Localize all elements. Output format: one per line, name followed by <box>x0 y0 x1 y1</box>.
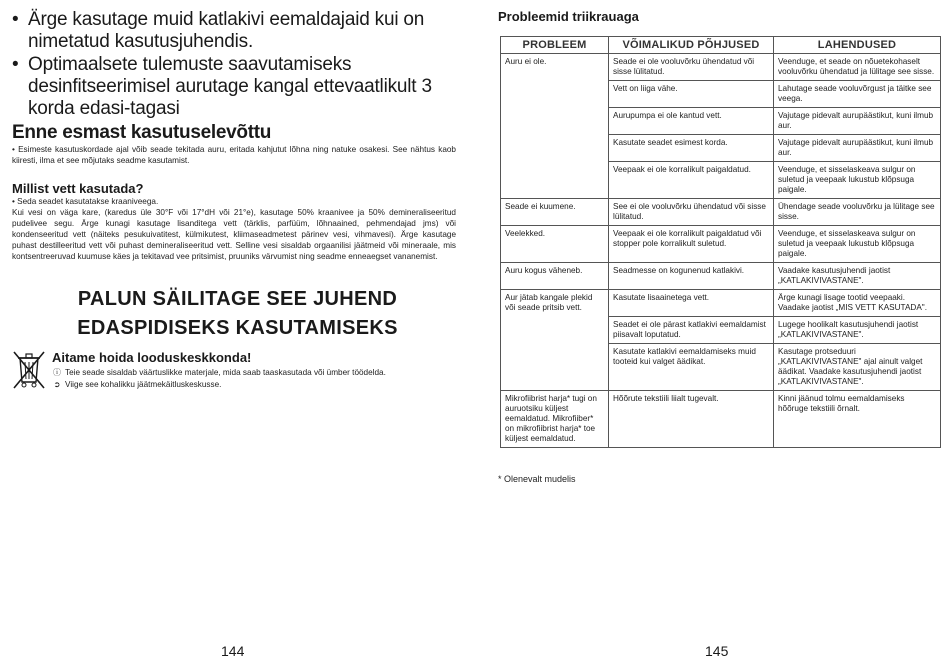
table-row <box>501 290 941 317</box>
solution-cell: Veenduge, et seade on nõuetekohaselt vooluvõrku ühendatud ja lülitage see sisse. <box>774 54 941 81</box>
eco-action-text: Viige see kohalikku jäätmekäitluskeskusse. <box>65 380 222 389</box>
problem-cell: Aur jätab kangale plekid või seade pritsib vett. <box>501 290 609 391</box>
problem-cell: Mikrofiibrist harja* tugi on auruotsiku küljest eemaldatud. Mikrofiiber* on mikrofiibrist harja* toe küljest eemaldatud. <box>501 391 609 448</box>
warning-bullets <box>12 9 462 120</box>
solution-cell: Veenduge, et sisselaskeava sulgur on suletud ja veepaak lukustub klõpsuga paigale. <box>774 226 941 263</box>
eco-info-text: Teie seade sisaldab väärtuslikke materjale, mida saab taaskasutada või ümber töödelda. <box>65 368 386 377</box>
section-heading-water: Millist vett kasutada? <box>12 181 144 196</box>
table-row <box>501 54 941 81</box>
solution-cell: Lugege hoolikalt kasutusjuhendi jaotist „KATLAKIVIVASTANE". <box>774 317 941 344</box>
eco-info-line <box>52 367 386 378</box>
solution-cell: Vajutage pidevalt aurupäästikut, kuni ilmub aur. <box>774 135 941 162</box>
cause-cell: Kasutate lisaainetega vett. <box>609 290 774 317</box>
first-use-text: • Esimeste kasutuskordade ajal võib seade tekitada auru, eritada kahjutut lõhna ning natuke osakesi. See nähtus kaob kiiresti, ilma et see mõjutaks seadme kasutamist. <box>12 145 456 165</box>
cause-cell: Seadmesse on kogunenud katlakivi. <box>609 263 774 290</box>
troubleshooting-table <box>500 36 941 448</box>
water-text: Kui vesi on väga kare, (karedus üle 30°F või 17°dH või 21°e), kasutage 50% kraanivee ja 50% demineraliseeritud pudelivee segu. Ärge kunagi kasutage lisanditega vett (tärklis, parfüüm, lõhnaained, pehmendajad jms) või kondenseeritud vett (näiteks pesukuivatitest, külmikutest, kliimaseadmetest pärinev vesi, vihmavesi). Ärge kasutage puhast destilleeritud vett või puhast demineraliseeritud vett. Selline vesi sisaldab orgaanilisi jäätmeid või mineraale, mis kontsentreeruvad kuumuse käes ja tekitavad vee pritsimist, pruuniks värvumist ning seadme enneaegset vananemist. <box>12 208 456 261</box>
bullet-text: Ärge kasutage muid katlakivi eemaldajaid kui on nimetatud kasutusjuhendis. <box>28 9 425 52</box>
table-row <box>501 226 941 263</box>
troubleshooting-title: Probleemid triikrauaga <box>498 9 639 24</box>
right-page <box>475 0 950 661</box>
section-heading-first-use: Enne esmast kasutuselevõttu <box>12 122 272 143</box>
keep-manual-line-1: PALUN SÄILITAGE SEE JUHEND <box>77 288 398 310</box>
solution-cell: Vajutage pidevalt aurupäästikut, kuni ilmub aur. <box>774 108 941 135</box>
header-problem: PROBLEEM <box>501 37 609 54</box>
problem-cell: Seade ei kuumene. <box>501 199 609 226</box>
eco-action-line <box>52 379 221 390</box>
table-row <box>501 391 941 448</box>
table-row <box>501 263 941 290</box>
solution-cell: Veenduge, et sisselaskeava sulgur on suletud ja veepaak lukustub klõpsuga paigale. <box>774 162 941 199</box>
cause-cell: Veepaak ei ole korralikult paigaldatud või stopper pole korralikult suletud. <box>609 226 774 263</box>
bullet-item: • Ärge kasutage muid katlakivi eemaldajaid kui on nimetatud kasutusjuhendis. <box>12 9 425 52</box>
solution-cell: Kinni jäänud tolmu eemaldamiseks hõõruge tekstiili õrnalt. <box>774 391 941 448</box>
page-number-left: 144 <box>221 643 245 659</box>
water-line: • Seda seadet kasutatakse kraaniveega. <box>12 197 159 206</box>
arrow-circle-icon: ➲ <box>53 380 61 389</box>
solution-cell: Ühendage seade vooluvõrku ja lülitage see sisse. <box>774 199 941 226</box>
info-icon: ⓘ <box>53 368 61 377</box>
keep-manual-line-2: EDASPIDISEKS KASUTAMISEKS <box>77 317 398 339</box>
cause-cell: See ei ole vooluvõrku ühendatud või sisse lülitatud. <box>609 199 774 226</box>
cause-cell: Kasutate seadet esimest korda. <box>609 135 774 162</box>
table-header-row <box>501 37 941 54</box>
bullet-text: Optimaalsete tulemuste saavutamiseks desinfitseerimisel aurutage kangal ettevaatlikult 3 korda edasi-tagasi <box>28 54 432 119</box>
cause-cell: Hõõrute tekstiili liialt tugevalt. <box>609 391 774 448</box>
cause-cell: Veepaak ei ole korralikult paigaldatud. <box>609 162 774 199</box>
problem-cell: Veelekked. <box>501 226 609 263</box>
cause-cell: Aurupumpa ei ole kantud vett. <box>609 108 774 135</box>
solution-cell: Kasutage protseduuri „KATLAKIVIVASTANE" ajal ainult valget äädikat. Vaadake kasutusjuhendi jaotist „KATLAKIVIVASTANE". <box>774 344 941 391</box>
crossed-bin-icon <box>12 350 46 390</box>
header-causes: VÕIMALIKUD PÕHJUSED <box>609 37 774 54</box>
header-solutions: LAHENDUSED <box>774 37 941 54</box>
solution-cell: Vaadake kasutusjuhendi jaotist „KATLAKIVIVASTANE". <box>774 263 941 290</box>
cause-cell: Vett on liiga vähe. <box>609 81 774 108</box>
solution-cell: Lahutage seade vooluvõrgust ja täitke see veega. <box>774 81 941 108</box>
table-row <box>501 199 941 226</box>
keep-manual-title <box>0 285 475 343</box>
solution-cell: Ärge kunagi lisage tootid veepaaki. Vaadake jaotist „MIS VETT KASUTADA". <box>774 290 941 317</box>
footnote: * Olenevalt mudelis <box>498 474 576 484</box>
bullet-item: • Optimaalsete tulemuste saavutamiseks desinfitseerimisel aurutage kangal ettevaatlikult 3 korda edasi-tagasi <box>12 54 432 119</box>
cause-cell: Kasutate katlakivi eemaldamiseks muid tooteid kui valget äädikat. <box>609 344 774 391</box>
problem-cell: Auru ei ole. <box>501 54 609 199</box>
cause-cell: Seade ei ole vooluvõrku ühendatud või sisse lülitatud. <box>609 54 774 81</box>
page-number-right: 145 <box>705 643 729 659</box>
cause-cell: Seadet ei ole pärast katlakivi eemaldamist piisavalt loputatud. <box>609 317 774 344</box>
problem-cell: Auru kogus väheneb. <box>501 263 609 290</box>
eco-heading: Aitame hoida looduskeskkonda! <box>52 350 252 365</box>
